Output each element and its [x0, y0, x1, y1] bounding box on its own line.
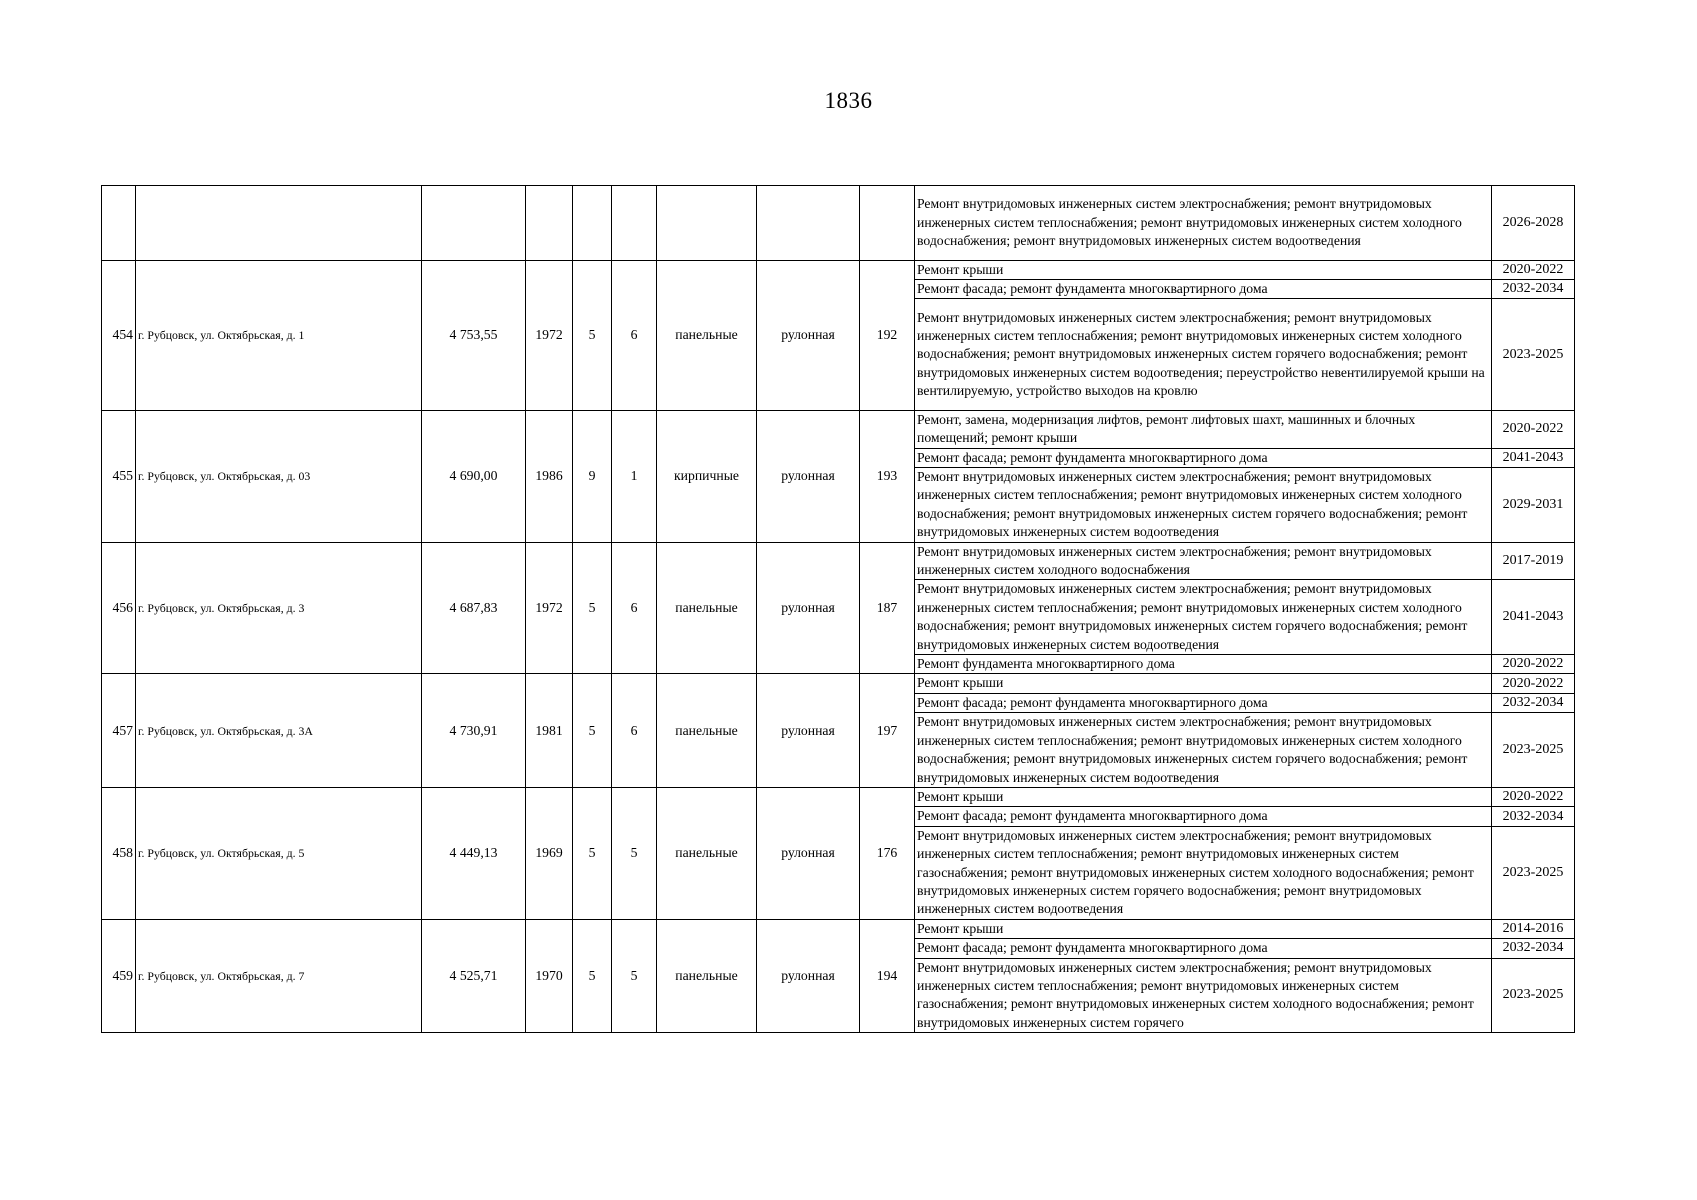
work-description: Ремонт фасада; ремонт фундамента многоквартирного дома — [915, 939, 1492, 958]
entrance-count: 5 — [612, 919, 657, 1032]
house-area: 4 753,55 — [422, 260, 526, 410]
work-description: Ремонт фасада; ремонт фундамента многоквартирного дома — [915, 280, 1492, 299]
table-row — [102, 186, 1575, 261]
build-year: 1970 — [526, 919, 573, 1032]
roof-type: рулонная — [757, 260, 860, 410]
work-period: 2032-2034 — [1492, 807, 1575, 826]
resident-count: 194 — [860, 919, 915, 1032]
house-address: г. Рубцовск, ул. Октябрьская, д. 3 — [136, 542, 422, 674]
house-number: 456 — [102, 542, 136, 674]
work-description: Ремонт фундамента многоквартирного дома — [915, 655, 1492, 674]
work-period: 2017-2019 — [1492, 542, 1575, 580]
house-number: 454 — [102, 260, 136, 410]
floor-count: 5 — [573, 674, 612, 787]
entrance-count: 5 — [612, 787, 657, 919]
work-period: 2032-2034 — [1492, 280, 1575, 299]
roof-type: рулонная — [757, 674, 860, 787]
work-period: 2020-2022 — [1492, 260, 1575, 279]
work-period: 2023-2025 — [1492, 713, 1575, 788]
resident-count: 192 — [860, 260, 915, 410]
work-description: Ремонт фасада; ремонт фундамента многоквартирного дома — [915, 693, 1492, 712]
work-period: 2023-2025 — [1492, 958, 1575, 1033]
house-number: 458 — [102, 787, 136, 919]
work-description: Ремонт внутридомовых инженерных систем электроснабжения; ремонт внутридомовых инженерных систем теплоснабжения; ремонт внутридомовых инженерных систем холодного водоснабжения; ремонт внутридомовых инженерных систем горячего водоснабжения; ремонт внутридомовых инженерных систем водоотведения — [915, 713, 1492, 788]
work-period: 2020-2022 — [1492, 410, 1575, 448]
house-address: г. Рубцовск, ул. Октябрьская, д. 1 — [136, 260, 422, 410]
empty-cell — [526, 186, 573, 261]
work-period: 2020-2022 — [1492, 655, 1575, 674]
empty-cell — [860, 186, 915, 261]
work-description: Ремонт внутридомовых инженерных систем электроснабжения; ремонт внутридомовых инженерных систем теплоснабжения; ремонт внутридомовых инженерных систем газоснабжения; ремонт внутридомовых инженерных систем холодного водоснабжения; ремонт внутридомовых инженерных систем горячего — [915, 958, 1492, 1033]
resident-count: 197 — [860, 674, 915, 787]
work-description: Ремонт внутридомовых инженерных систем электроснабжения; ремонт внутридомовых инженерных систем теплоснабжения; ремонт внутридомовых инженерных систем холодного водоснабжения; ремонт внутридомовых инженерных систем горячего водоснабжения; ремонт внутридомовых инженерных систем водоотведения; переустройство невентилируемой крыши на вентилируемую, устройство выходов на кровлю — [915, 299, 1492, 410]
wall-material: кирпичные — [657, 410, 757, 542]
entrance-count: 1 — [612, 410, 657, 542]
table-row — [102, 410, 1575, 448]
work-description: Ремонт фасада; ремонт фундамента многоквартирного дома — [915, 807, 1492, 826]
work-description: Ремонт внутридомовых инженерных систем электроснабжения; ремонт внутридомовых инженерных систем холодного водоснабжения — [915, 542, 1492, 580]
house-address: г. Рубцовск, ул. Октябрьская, д. 03 — [136, 410, 422, 542]
house-area: 4 690,00 — [422, 410, 526, 542]
work-period: 2032-2034 — [1492, 693, 1575, 712]
empty-cell — [657, 186, 757, 261]
work-period: 2020-2022 — [1492, 787, 1575, 806]
table-row — [102, 260, 1575, 279]
house-area: 4 525,71 — [422, 919, 526, 1032]
table-row — [102, 674, 1575, 693]
wall-material: панельные — [657, 787, 757, 919]
wall-material: панельные — [657, 919, 757, 1032]
roof-type: рулонная — [757, 410, 860, 542]
entrance-count: 6 — [612, 542, 657, 674]
floor-count: 5 — [573, 542, 612, 674]
work-description: Ремонт фасада; ремонт фундамента многоквартирного дома — [915, 448, 1492, 467]
roof-type: рулонная — [757, 542, 860, 674]
work-period: 2029-2031 — [1492, 468, 1575, 543]
work-description: Ремонт крыши — [915, 260, 1492, 279]
work-period: 2026-2028 — [1492, 186, 1575, 261]
house-address: г. Рубцовск, ул. Октябрьская, д. 3А — [136, 674, 422, 787]
work-period: 2014-2016 — [1492, 919, 1575, 938]
empty-cell — [757, 186, 860, 261]
table-row — [102, 542, 1575, 580]
empty-cell — [102, 186, 136, 261]
work-period: 2032-2034 — [1492, 939, 1575, 958]
table-row — [102, 919, 1575, 938]
work-description: Ремонт внутридомовых инженерных систем электроснабжения; ремонт внутридомовых инженерных систем теплоснабжения; ремонт внутридомовых инженерных систем холодного водоснабжения; ремонт внутридомовых инженерных систем горячего водоснабжения; ремонт внутридомовых инженерных систем водоотведения — [915, 580, 1492, 655]
resident-count: 187 — [860, 542, 915, 674]
roof-type: рулонная — [757, 919, 860, 1032]
work-description: Ремонт крыши — [915, 919, 1492, 938]
empty-cell — [612, 186, 657, 261]
build-year: 1972 — [526, 260, 573, 410]
house-address: г. Рубцовск, ул. Октябрьская, д. 5 — [136, 787, 422, 919]
build-year: 1981 — [526, 674, 573, 787]
wall-material: панельные — [657, 260, 757, 410]
floor-count: 5 — [573, 260, 612, 410]
entrance-count: 6 — [612, 674, 657, 787]
work-description: Ремонт, замена, модернизация лифтов, ремонт лифтовых шахт, машинных и блочных помещений; ремонт крыши — [915, 410, 1492, 448]
work-description: Ремонт внутридомовых инженерных систем электроснабжения; ремонт внутридомовых инженерных систем теплоснабжения; ремонт внутридомовых инженерных систем холодного водоснабжения; ремонт внутридомовых инженерных систем горячего водоснабжения; ремонт внутридомовых инженерных систем водоотведения — [915, 468, 1492, 543]
empty-cell — [422, 186, 526, 261]
house-area: 4 730,91 — [422, 674, 526, 787]
work-period: 2041-2043 — [1492, 580, 1575, 655]
work-description: Ремонт крыши — [915, 674, 1492, 693]
house-area: 4 687,83 — [422, 542, 526, 674]
resident-count: 176 — [860, 787, 915, 919]
wall-material: панельные — [657, 674, 757, 787]
build-year: 1972 — [526, 542, 573, 674]
house-number: 455 — [102, 410, 136, 542]
house-number: 457 — [102, 674, 136, 787]
house-address: г. Рубцовск, ул. Октябрьская, д. 7 — [136, 919, 422, 1032]
roof-type: рулонная — [757, 787, 860, 919]
work-period: 2020-2022 — [1492, 674, 1575, 693]
wall-material: панельные — [657, 542, 757, 674]
capital-repair-table — [101, 185, 1575, 1033]
floor-count: 5 — [573, 787, 612, 919]
work-period: 2023-2025 — [1492, 299, 1575, 410]
resident-count: 193 — [860, 410, 915, 542]
page-number: 1836 — [824, 88, 873, 113]
table-row — [102, 787, 1575, 806]
empty-cell — [136, 186, 422, 261]
work-description: Ремонт крыши — [915, 787, 1492, 806]
work-period: 2023-2025 — [1492, 826, 1575, 919]
work-description: Ремонт внутридомовых инженерных систем электроснабжения; ремонт внутридомовых инженерных систем теплоснабжения; ремонт внутридомовых инженерных систем холодного водоснабжения; ремонт внутридомовых инженерных систем водоотведения — [915, 186, 1492, 261]
empty-cell — [573, 186, 612, 261]
work-period: 2041-2043 — [1492, 448, 1575, 467]
floor-count: 5 — [573, 919, 612, 1032]
house-number: 459 — [102, 919, 136, 1032]
build-year: 1986 — [526, 410, 573, 542]
entrance-count: 6 — [612, 260, 657, 410]
build-year: 1969 — [526, 787, 573, 919]
floor-count: 9 — [573, 410, 612, 542]
house-area: 4 449,13 — [422, 787, 526, 919]
work-description: Ремонт внутридомовых инженерных систем электроснабжения; ремонт внутридомовых инженерных систем теплоснабжения; ремонт внутридомовых инженерных систем газоснабжения; ремонт внутридомовых инженерных систем холодного водоснабжения; ремонт внутридомовых инженерных систем горячего водоснабжения; ремонт внутридомовых инженерных систем водоотведения — [915, 826, 1492, 919]
table-body — [102, 186, 1575, 1033]
